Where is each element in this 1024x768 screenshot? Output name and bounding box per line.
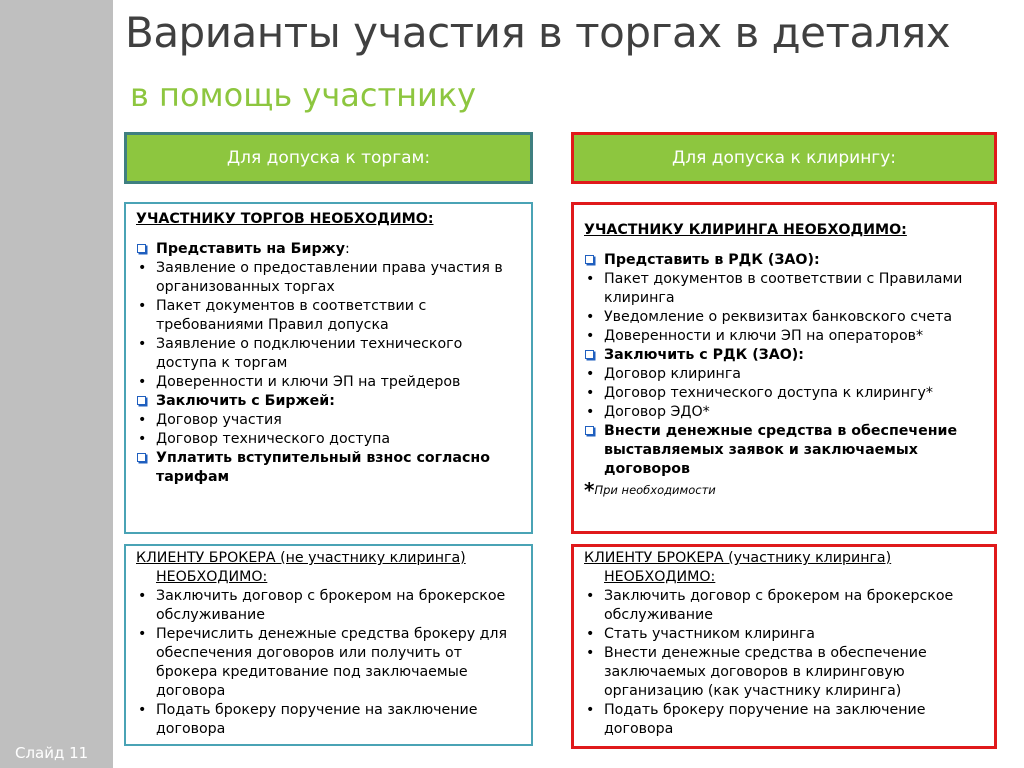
list-item: Представить в РДК (ЗАО): [584, 251, 984, 270]
list-item: • Перечислить денежные средства брокеру для обеспечения договоров или получить от брокера кредитование под заключаемые договора [136, 625, 521, 701]
list-item: • Стать участником клиринга [584, 625, 984, 644]
broker-clearing-client-box [571, 544, 997, 749]
list-item: Заключить с РДК (ЗАО): [584, 346, 984, 365]
broker-clearing-list [584, 587, 984, 739]
checkbox-bullet-icon [585, 255, 594, 264]
trading-requirements-list [136, 240, 521, 487]
broker-client-subheading: НЕОБХОДИМО: [156, 569, 268, 585]
footnote-text: При необходимости [594, 483, 716, 497]
clearing-box-heading: УЧАСТНИКУ КЛИРИНГА НЕОБХОДИМО: [584, 222, 907, 238]
checkbox-bullet-icon [585, 350, 594, 359]
list-item: • Внести денежные средства в обеспечение заключаемых договоров в клиринговую организацию (как участнику клиринга) [584, 644, 984, 701]
footnote [584, 478, 984, 502]
slide-number: Слайд 11 [15, 744, 89, 762]
list-item: • Доверенности и ключи ЭП на операторов* [584, 327, 984, 346]
list-item: • Заявление о подключении технического доступа к торгам [136, 335, 521, 373]
page-subtitle: в помощь участнику [130, 76, 477, 114]
broker-client-heading: КЛИЕНТУ БРОКЕРА (не участнику клиринга) [136, 550, 466, 566]
asterisk-mark: * [584, 478, 595, 502]
page-title: Варианты участия в торгах в деталях [125, 8, 951, 57]
list-item: • Договор ЭДО* [584, 403, 984, 422]
list-item: • Договор участия [136, 411, 521, 430]
list-item: • Пакет документов в соответствии с Правилами клиринга [584, 270, 984, 308]
trading-admission-header: Для допуска к торгам: [124, 132, 533, 184]
trading-box-heading: УЧАСТНИКУ ТОРГОВ НЕОБХОДИМО: [136, 211, 434, 227]
list-item: Представить на Биржу: [136, 240, 521, 259]
clearing-admission-header: Для допуска к клирингу: [571, 132, 997, 184]
broker-client-box [124, 544, 533, 746]
list-item: • Заключить договор с брокером на брокерское обслуживание [136, 587, 521, 625]
broker-client-list [136, 587, 521, 739]
checkbox-bullet-icon [137, 453, 146, 462]
list-item: • Уведомление о реквизитах банковского счета [584, 308, 984, 327]
list-item: • Доверенности и ключи ЭП на трейдеров [136, 373, 521, 392]
list-item: Заключить с Биржей: [136, 392, 521, 411]
list-item: • Заявление о предоставлении права участия в организованных торгах [136, 259, 521, 297]
clearing-participant-box [571, 202, 997, 534]
list-item: • Подать брокеру поручение на заключение договора [584, 701, 984, 739]
list-item: • Пакет документов в соответствии с требованиями Правил допуска [136, 297, 521, 335]
list-item: • Договор технического доступа [136, 430, 521, 449]
checkbox-bullet-icon [585, 426, 594, 435]
left-sidebar [0, 0, 113, 768]
broker-clearing-heading: КЛИЕНТУ БРОКЕРА (участнику клиринга) [584, 550, 892, 566]
list-item: • Заключить договор с брокером на брокерское обслуживание [584, 587, 984, 625]
checkbox-bullet-icon [137, 244, 146, 253]
list-item: • Договор технического доступа к клирингу* [584, 384, 984, 403]
trading-participant-box [124, 202, 533, 534]
list-item: • Подать брокеру поручение на заключение договора [136, 701, 521, 739]
checkbox-bullet-icon [137, 396, 146, 405]
list-item: Внести денежные средства в обеспечение выставляемых заявок и заключаемых договоров [584, 422, 984, 479]
list-item: Уплатить вступительный взнос согласно тарифам [136, 449, 521, 487]
list-item: • Договор клиринга [584, 365, 984, 384]
broker-clearing-subheading: НЕОБХОДИМО: [604, 569, 716, 585]
clearing-requirements-list [584, 251, 984, 479]
